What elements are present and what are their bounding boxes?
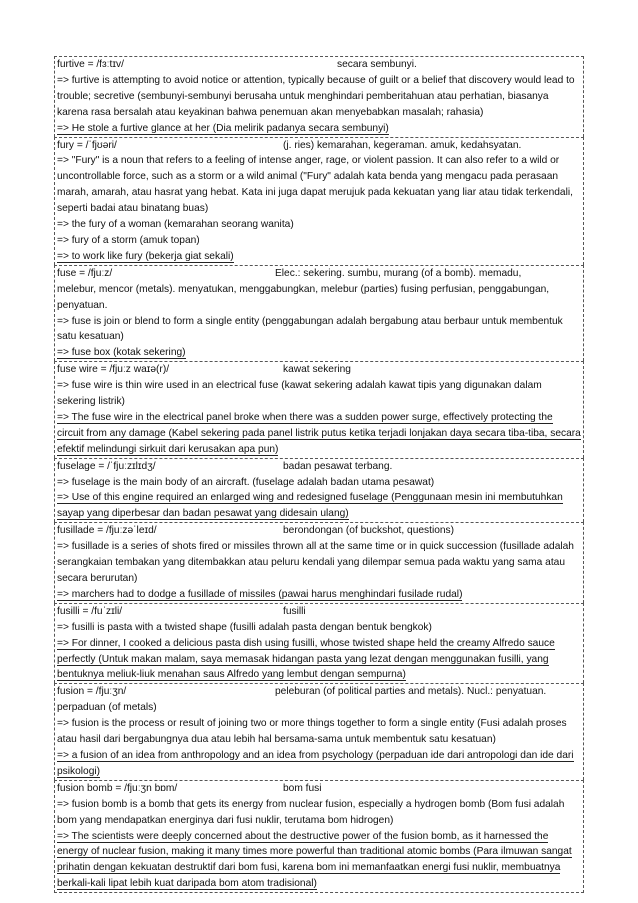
entry-gloss: bom fusi xyxy=(283,782,322,794)
entry-line: melebur, mencor (metals). menyatukan, menggabungkan, melebur (parties) fusing perfusian, penggabungan, penyatuan. xyxy=(57,283,550,311)
entry-term: fusion = /fjuːʒn/ xyxy=(57,686,127,698)
entry-term: fuse wire = /fjuːz waɪə(r)/ xyxy=(57,364,170,376)
entry-line: => marchers had to dodge a fusillade of missiles (pawai harus menghindari fusilade rudal) xyxy=(57,588,463,600)
entry-line: => fuselage is the main body of an aircraft. (fuselage adalah badan utama pesawat) xyxy=(57,476,435,488)
entry-line: => to work like fury (bekerja giat sekali) xyxy=(57,250,234,262)
entry-gloss: berondongan (of buckshot, questions) xyxy=(283,525,455,537)
entry-gloss: secara sembunyi. xyxy=(337,59,417,70)
dictionary-entry xyxy=(54,56,584,137)
dictionary-entry xyxy=(54,603,584,684)
dictionary-entry xyxy=(54,522,584,603)
entry-gloss: fusilli xyxy=(283,605,306,617)
dictionary-entry xyxy=(54,361,584,457)
entry-gloss: peleburan (of political parties and metals). Nucl.: penyatuan. xyxy=(275,686,547,698)
entry-term: fusilli = /fuˈzɪli/ xyxy=(57,605,123,617)
dictionary-entry xyxy=(54,458,584,523)
entry-term: fury = /ˈfjʊəri/ xyxy=(57,139,117,151)
entry-line: => The fuse wire in the electrical panel broke when there was a sudden power surge, effectively protecting the circuit from any damage (Kabel sekering pada panel listrik putus ketika terjadi lonjakan daya secara tiba-tiba, secara efektif melindungi sirkuit dari kerusakan apa pun) xyxy=(57,411,581,455)
entry-gloss: (j. ries) kemarahan, kegeraman. amuk, kedahsyatan. xyxy=(283,139,522,151)
entry-term: fusion bomb = /fjuːʒn bɒm/ xyxy=(57,782,178,794)
entry-line: => fury of a storm (amuk topan) xyxy=(57,234,200,246)
dictionary-entry xyxy=(54,780,584,893)
entry-line: => a fusion of an idea from anthropology and an idea from psychology (perpaduan ide dari antropologi dan ide dari psikologi) xyxy=(57,749,574,777)
entry-line: => The scientists were deeply concerned about the destructive power of the fusion bomb, as it harnessed the energy of nuclear fusion, making it many times more powerful than traditional atomic bombs (Para ilmuwan sangat prihatin dengan kekuatan destruktif dari bom fusi, karena bom ini memanfaatkan energi fusi nuklir, membuatnya berkali-kali lipat lebih kuat daripada bom atom tradisional) xyxy=(57,830,572,890)
entry-headline xyxy=(57,684,581,700)
entry-headline xyxy=(57,138,581,154)
dictionary-entry xyxy=(54,683,584,779)
entry-gloss: badan pesawat terbang. xyxy=(283,460,393,472)
entry-gloss: kawat sekering xyxy=(283,364,351,376)
entry-headline xyxy=(57,362,581,378)
entry-line: => fuse box (kotak sekering) xyxy=(57,347,186,359)
entry-line: => fusion bomb is a bomb that gets its energy from nuclear fusion, especially a hydrogen bomb (Bom fusi adalah bom yang mendapatkan energinya dari fusi nuklir, terutama bom hidrogen) xyxy=(57,798,565,826)
entry-headline xyxy=(57,781,581,797)
entry-line: => fuse is join or blend to form a single entity (penggabungan adalah bergabung atau berbaur untuk membentuk satu kesatuan) xyxy=(57,315,563,343)
entry-headline xyxy=(57,459,581,475)
entry-line: perpaduan (of metals) xyxy=(57,702,157,714)
entry-line: => the fury of a woman (kemarahan seorang wanita) xyxy=(57,219,294,231)
entry-headline xyxy=(57,523,581,539)
entry-line: => He stole a furtive glance at her (Dia melirik padanya secara sembunyi) xyxy=(57,122,389,134)
entry-headline xyxy=(57,266,581,282)
entry-line: => For dinner, I cooked a delicious pasta dish using fusilli, whose twisted shape held the creamy Alfredo sauce perfectly (Untuk makan malam, saya memasak hidangan pasta yang lezat dengan menggunakan fusilli, yang bentuknya meliuk-liuk menahan saus Alfredo yang lembut dengan sempurna) xyxy=(57,637,555,681)
entry-gloss: Elec.: sekering. sumbu, murang (of a bomb). memadu, xyxy=(275,267,522,279)
entry-line: => "Fury" is a noun that refers to a feeling of intense anger, rage, or violent passion. It can also refer to a wild or uncontrollable force, such as a storm or a wild animal ("Fury" adalah kata benda yang mengacu pada perasaan marah, amarah, atau hasrat yang hebat. Kata ini juga dapat merujuk pada kekuatan yang liar atau tidak terkendali, seperti badai atau binatang buas) xyxy=(57,155,573,215)
entry-line: => fuse wire is thin wire used in an electrical fuse (kawat sekering adalah kawat tipis yang digunakan dalam sekering listrik) xyxy=(57,380,542,408)
entry-headline xyxy=(57,604,581,620)
entry-term: fuse = /fjuːz/ xyxy=(57,267,113,279)
entry-line: => fusillade is a series of shots fired or missiles thrown all at the same time or in quick succession (fusillade adalah serangkaian tembakan yang ditembakkan atau peluru kendali yang dilempar semua pada waktu yang sama atau secara berurutan) xyxy=(57,541,574,584)
entry-line: => furtive is attempting to avoid notice or attention, typically because of guilt or a belief that discovery would lead to trouble; secretive (sembunyi-sembunyi berusaha untuk menghindari pemberitahuan atau perhatian, biasanya karena rasa bersalah atau keyakinan bahwa penemuan akan menyebabkan masalah; rahasia) xyxy=(57,74,575,118)
dictionary-page xyxy=(54,56,584,893)
entry-term: fuselage = /ˈfjuːzɪlɪdʒ/ xyxy=(57,460,156,472)
entry-headline xyxy=(57,57,581,73)
entry-term: furtive = /fɜːtɪv/ xyxy=(57,59,124,70)
entry-term: fusillade = /fjuːzəˈleɪd/ xyxy=(57,525,157,537)
dictionary-entry xyxy=(54,137,584,265)
entry-line: => fusilli is pasta with a twisted shape (fusilli adalah pasta dengan bentuk bengkok) xyxy=(57,621,432,633)
entry-line: => Use of this engine required an enlarged wing and redesigned fuselage (Penggunaan mesin ini membutuhkan sayap yang diperbesar dan badan pesawat yang didesain ulang) xyxy=(57,492,563,520)
entry-line: => fusion is the process or result of joining two or more things together to form a single entity (Fusi adalah proses atau hasil dari bergabungnya dua atau lebih hal bersama-sama untuk membentuk satu kesatuan) xyxy=(57,718,567,746)
dictionary-entry xyxy=(54,265,584,361)
